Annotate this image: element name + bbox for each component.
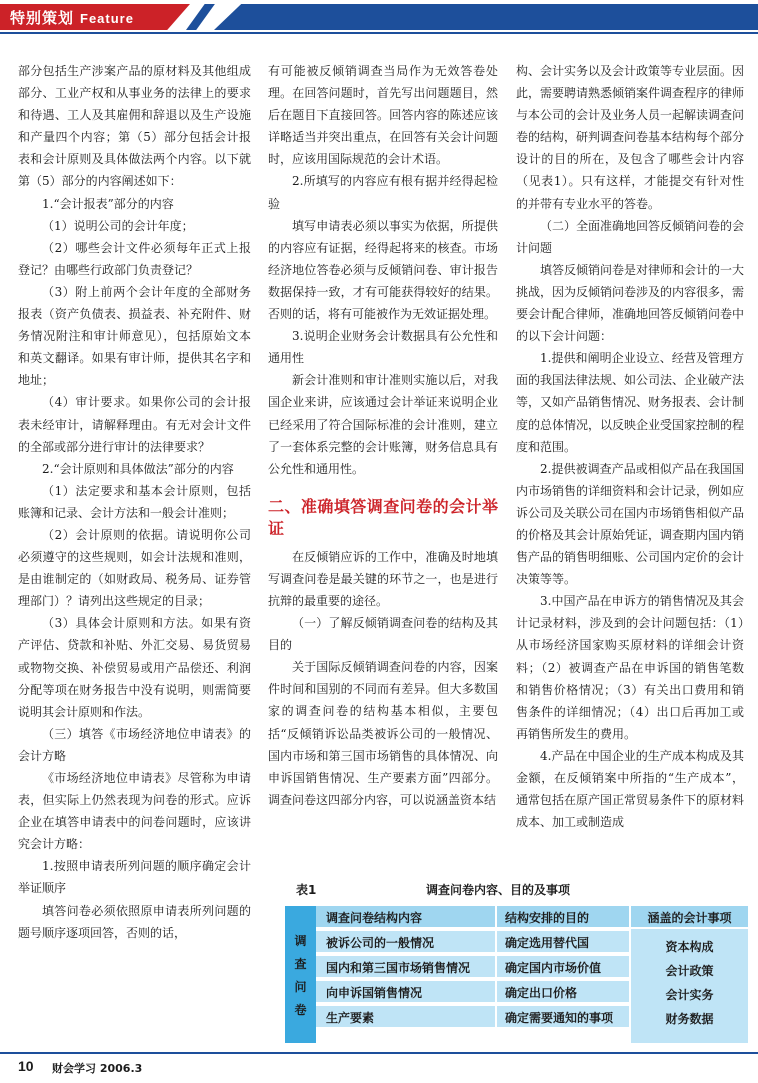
page-header — [0, 0, 758, 34]
section-title — [10, 7, 134, 28]
questionnaire-table — [285, 906, 748, 1043]
paragraph: 填答反倾销问卷是对律师和会计的一大挑战，因为反倾销问卷涉及的内容很多，需要会计配合律师，准确地回答反倾销问卷中的以下会计问题： — [516, 262, 745, 344]
paragraph: 2.所填写的内容应有根有据并经得起检验 — [268, 174, 498, 211]
paragraph: 填答问卷必须依照原申请表所列问题的题号顺序逐项回答，否则的话， — [18, 903, 251, 940]
table-column-divider — [495, 906, 497, 1043]
side-label-char: 查 — [294, 957, 307, 971]
table-number: 表1 — [296, 883, 317, 897]
section-title-en: Feature — [80, 11, 134, 26]
paragraph: （2）会计原则的依据。请说明你公司必须遵守的这些规则，如会计法规和准则，是由谁制定的（如财政局、税务局、证券管理部门）？请列出这些规定的目录； — [18, 527, 251, 609]
paragraph: 有可能被反倾销调查当局作为无效答卷处理。在回答问题时，首先写出问题题目，然后在题目下直接回答。回答内容的陈述应该详略适当并突出重点，在回答有关会计问题时，应该用国际规范的会计术语。 — [268, 64, 498, 167]
table-cell: 确定国内市场价值 — [505, 961, 602, 975]
text-column-2 — [268, 60, 498, 811]
table-side-label — [285, 906, 316, 1043]
paragraph: 4.产品在中国企业的生产成本构成及其金额，在反倾销案中所指的“生产成本”，通常包括在原产国正常贸易条件下的原材料成本、加工或制造成 — [516, 748, 745, 830]
paragraph: 新会计准则和审计准则实施以后，对我国企业来讲，应该通过会计举证来说明企业已经采用了符合国际标准的会计准则，建立了一套体系完整的会计账簿，财务信息具有公允性和通用性。 — [268, 373, 498, 476]
side-label-char: 卷 — [294, 1003, 307, 1017]
table-cell: 国内和第三国市场销售情况 — [326, 961, 471, 975]
table-cell: 生产要素 — [326, 1011, 375, 1025]
paragraph: 1.“会计报表”部分的内容 — [42, 196, 174, 211]
side-label-char: 问 — [294, 980, 307, 994]
paragraph: 3.说明企业财务会计数据具有公允性和通用性 — [268, 329, 498, 366]
section-heading: 二、准确填答调查问卷的会计举证 — [268, 496, 498, 538]
table-header-cell: 结构安排的目的 — [505, 911, 590, 925]
paragraph: （三）填答《市场经济地位申请表》的会计方略 — [18, 726, 251, 763]
accounting-item: 会计实务 — [665, 988, 714, 1002]
table-header-cell: 调查问卷结构内容 — [326, 911, 423, 925]
paragraph: （二）全面准确地回答反倾销问卷的会计问题 — [516, 218, 745, 255]
header-rule — [0, 32, 758, 34]
page-footer — [0, 1052, 758, 1083]
table-cell: 向申诉国销售情况 — [326, 986, 423, 1000]
paragraph: 3.中国产品在申诉方的销售情况及其会计记录材料，涉及到的会计问题包括：（1）从市场经济国家购买原材料的详细会计资料；（2）被调查产品在申诉国的销售笔数和销售价格情况；（3）有关出口费用和销售条件的详细情况；（4）出口后再加工或再销售所发生的费用。 — [516, 594, 744, 741]
accounting-item: 财务数据 — [665, 1012, 714, 1026]
magazine-issue: 财会学习 2006.3 — [52, 1062, 143, 1075]
text-column-1 — [18, 60, 251, 944]
footer-rule — [0, 1052, 758, 1054]
paragraph: 《市场经济地位申请表》尽管称为申请表，但实际上仍然表现为问卷的形式。应诉企业在填答申请表中的问卷问题时，应该讲究会计方略： — [18, 771, 251, 852]
paragraph: （4）审计要求。如果你公司的会计报表未经审计，请解释理由。有无对会计文件的全部或部分进行审计的法律要求？ — [18, 395, 251, 454]
paragraph: （1）说明公司的会计年度； — [42, 218, 194, 233]
side-label-char: 调 — [294, 934, 307, 948]
section-title-cn: 特别策划 — [10, 9, 75, 27]
paragraph: 构、会计实务以及会计政策等专业层面。因此，需要聘请熟悉倾销案件调查程序的律师与本公司的会计及业务人员一起解读调查问卷的结构，研判调查问卷基本结构每个部分设计的目的所在，及包含了哪些会计内容（见表1）。只有这样，才能提交有针对性的并带有专业水平的答卷。 — [516, 64, 745, 211]
paragraph: （3）具体会计原则和方法。如果有资产评估、贷款和补贴、外汇交易、易货贸易或物物交换、补偿贸易或用产品偿还、利润分配等项在财务报告中没有说明，则需简要说明其会计原则和作法。 — [18, 616, 251, 719]
table-column-divider — [629, 906, 631, 1043]
table-cell: 确定出口价格 — [505, 986, 578, 1000]
paragraph: 2.“会计原则和具体做法”部分的内容 — [42, 461, 234, 476]
paragraph: 关于国际反倾销调查问卷的内容，因案件时间和国别的不同而有差异。但大多数国家的调查问卷的结构基本相似，主要包括“反倾销诉讼品类被诉公司的一般情况、国内市场和第三国市场销售的具体情况、向申诉国销售情况、生产要素方面”四部分。调查问卷这四部分内容，可以说涵盖资本结 — [268, 660, 498, 807]
header-blue-stripe — [186, 4, 220, 30]
table-title: 调查问卷内容、目的及事项 — [426, 883, 571, 897]
paragraph: 在反倾销应诉的工作中，准确及时地填写调查问卷是最关键的环节之一，也是进行抗辩的最重要的途径。 — [268, 549, 498, 608]
table-cell: 确定选用替代国 — [505, 936, 590, 950]
header-blue-band — [214, 4, 758, 30]
page-number: 10 — [18, 1058, 34, 1074]
table-cell: 被诉公司的一般情况 — [326, 936, 435, 950]
paragraph: 部分包括生产涉案产品的原材料及其他组成部分、工业产权和从事业务的法律上的要求和待遇、工人及其雇佣和辞退以及生产设施和产量四个内容；第（5）部分包括会计报表和会计原则及具体做法两个内容。以下就第（5）部分的内容阐述如下： — [18, 64, 251, 189]
paragraph: 1.按照申请表所列问题的顺序确定会计举证顺序 — [18, 859, 251, 896]
paragraph: 填写申请表必须以事实为依据，所提供的内容应有证据，经得起将来的核查。市场经济地位答卷必须与反倾销问卷、审计报告数据保持一致，才有可能获得较好的结果。否则的话，将有可能被作为无效证据处理。 — [268, 218, 498, 322]
paragraph: 2.提供被调查产品或相似产品在我国国内市场销售的详细资料和会计记录，例如应诉公司及关联公司在国内市场销售相似产品的价格及其会计原始凭证，调查期内国内销售产品的销售明细账、公司国内定价的会计决策等等。 — [516, 461, 745, 587]
paragraph: 1.提供和阐明企业设立、经营及管理方面的我国法律法规、如公司法、企业破产法等，又如产品销售情况、财务报表、会计制度的总体情况，以反映企业受国家控制的程度和范围。 — [516, 351, 745, 454]
table-header-cell: 涵盖的会计事项 — [631, 906, 748, 929]
paragraph: （3）附上前两个会计年度的全部财务报表（资产负债表、损益表、补充附件、财务情况附注和审计师意见），包括原始文本和英文翻译。如果有审计师，提供其名字和地址； — [18, 284, 251, 388]
table-cell: 确定需要通知的事项 — [505, 1011, 614, 1025]
accounting-item: 会计政策 — [665, 964, 714, 978]
text-column-3 — [516, 60, 744, 833]
accounting-item: 资本构成 — [665, 940, 714, 954]
accounting-items-column — [631, 906, 748, 1043]
paragraph: （2）哪些会计文件必须每年正式上报登记？由哪些行政部门负责登记？ — [18, 240, 251, 277]
paragraph: （1）法定要求和基本会计原则，包括账簿和记录、会计方法和一般会计准则； — [18, 483, 251, 520]
paragraph: （一）了解反倾销调查问卷的结构及其目的 — [268, 616, 498, 653]
